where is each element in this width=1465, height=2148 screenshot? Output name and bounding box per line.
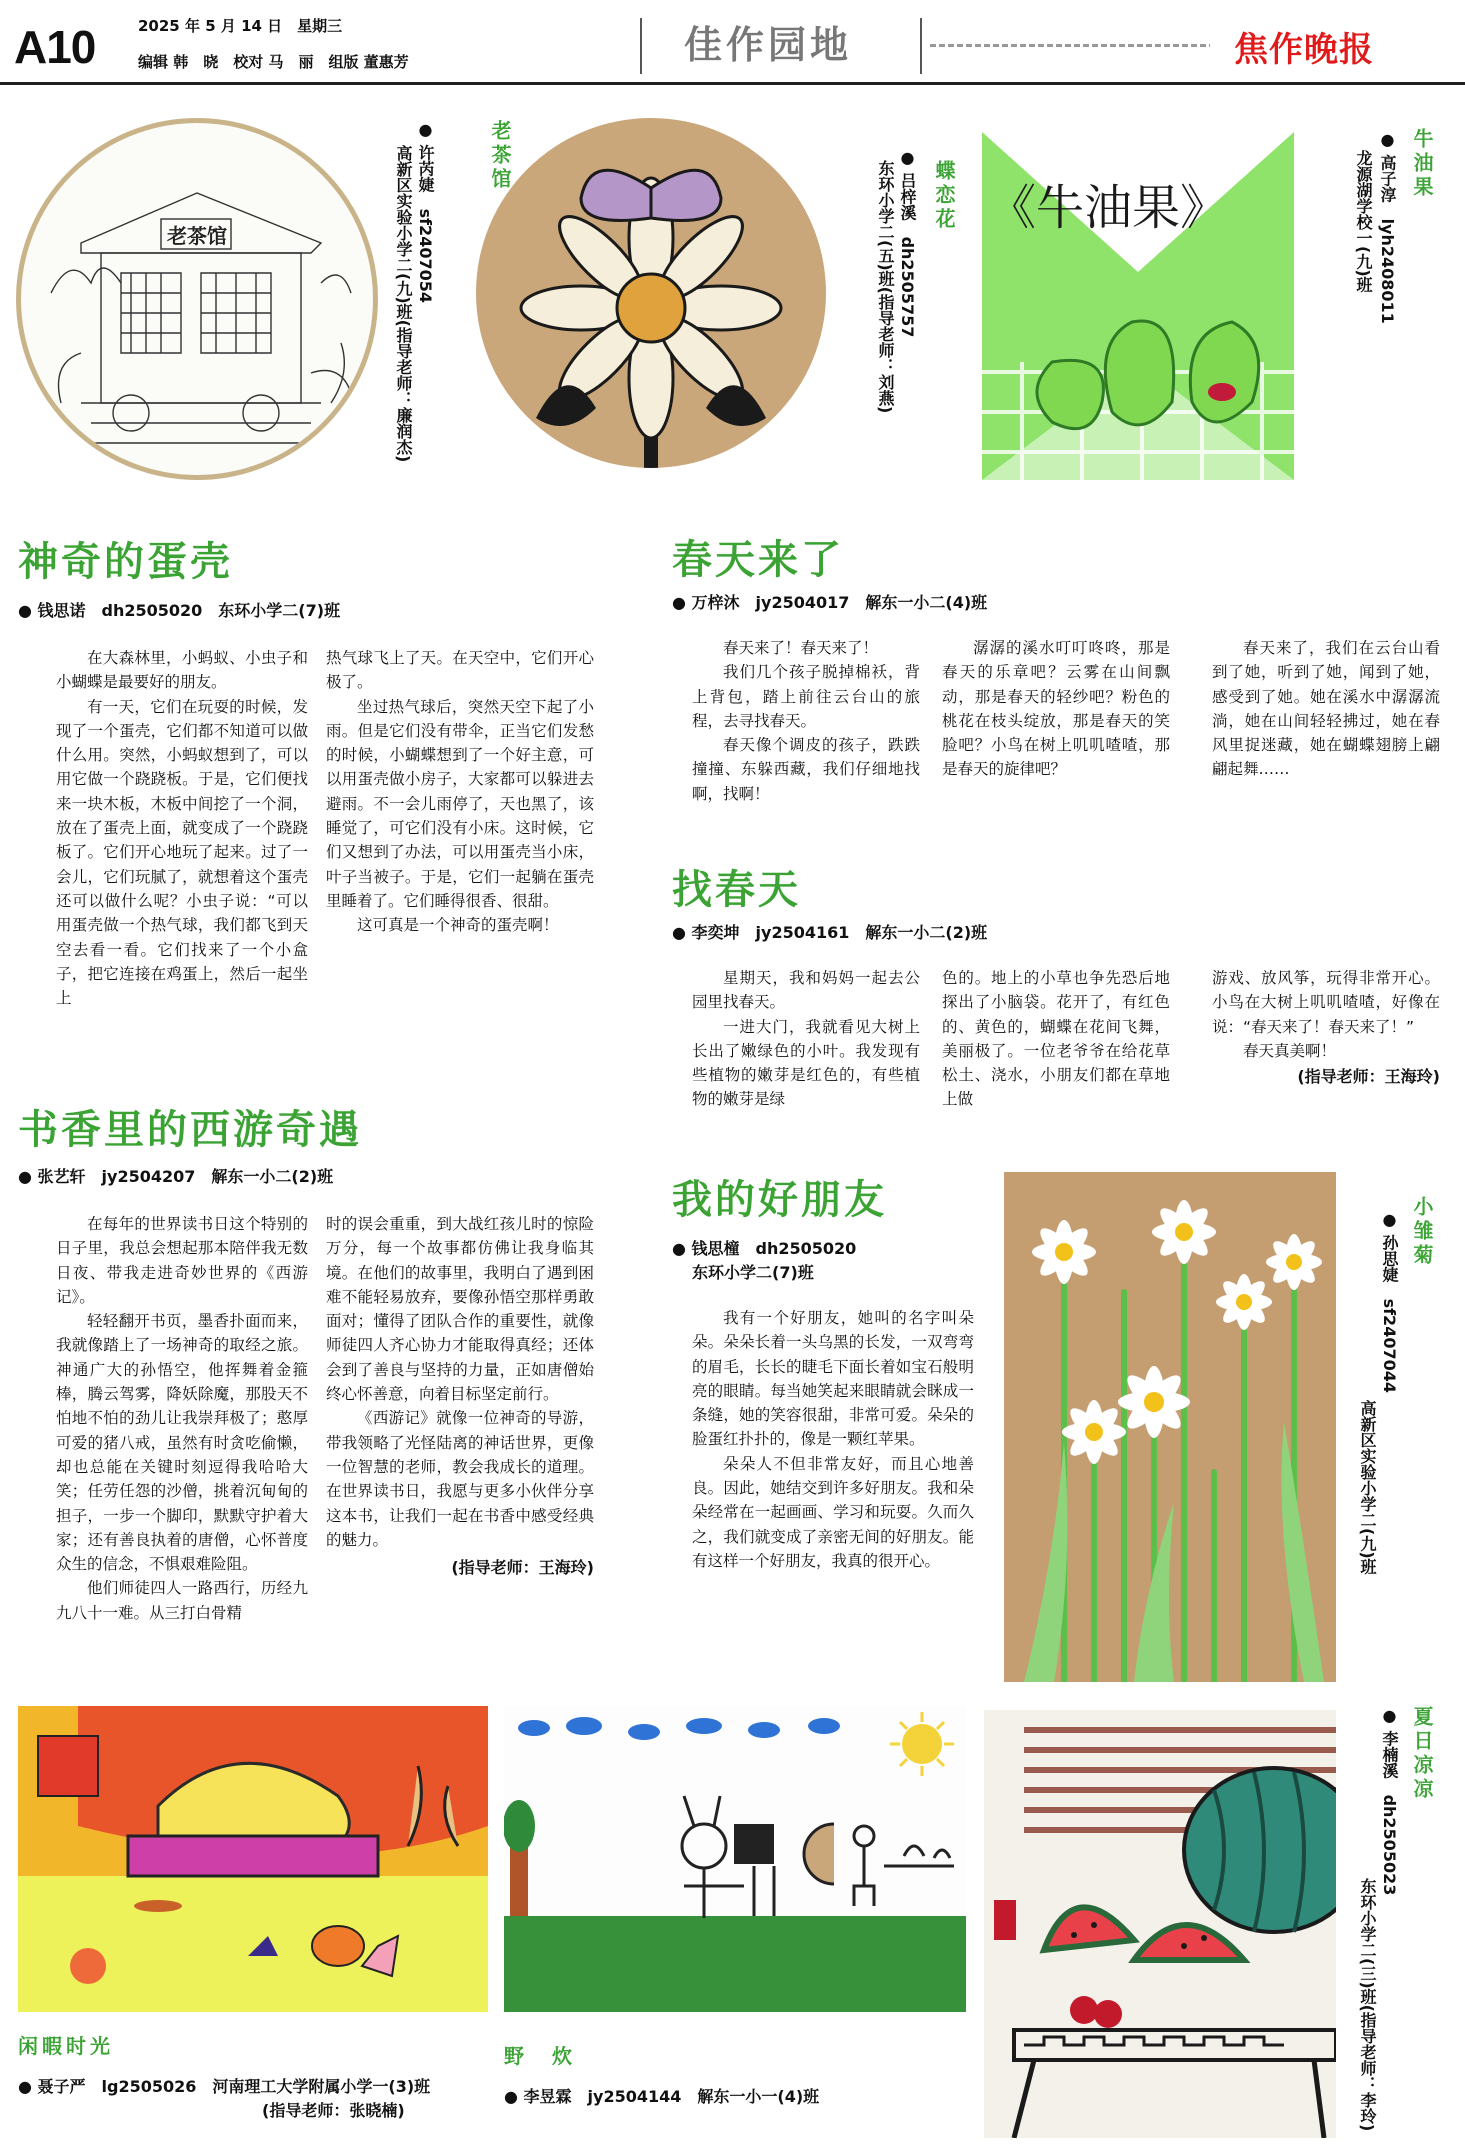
header-divider-right	[920, 18, 922, 74]
findspring-p4: 游戏、放风筝，玩得非常开心。小鸟在大树上叽叽喳喳，好像在说：“春天来了！春天来了！”	[1212, 969, 1440, 1036]
xiyou-p1: 在每年的世界读书日这个特别的日子里，我总会想起那本陪伴我无数日夜、带我走进奇妙世界的《西游记》。	[56, 1215, 308, 1306]
xiyou-title: 书香里的西游奇遇	[18, 1106, 362, 1153]
summer-author: ● 李楠溪 dh2505023	[1380, 1706, 1399, 1896]
xiyou-teacher: (指导老师：王海玲)	[451, 1558, 594, 1578]
xiyou-p3: 他们师徒四人一路西行，历经九九八十一难。从三打白骨精	[56, 1579, 308, 1622]
picnic-title: 野 炊	[504, 2044, 576, 2068]
butterfly-title: 蝶恋花	[932, 160, 956, 232]
spring-p4: 潺潺的溪水叮叮咚咚，那是春天的乐章吧？云雾在山间飘动，那是春天的轻纱吧？粉色的桃花在枝头绽放，那是春天的笑脸吧？小鸟在树上叽叽喳喳，那是春天的旋律吧？	[942, 639, 1170, 779]
friend-byline: ● 钱思橦 dh2505020	[672, 1239, 857, 1258]
teahouse-school: 高新区实验小学二(九)班(指导老师：廉润杰)	[394, 145, 413, 463]
spring-col2	[942, 636, 1170, 782]
xiyou-col2	[326, 1212, 594, 1580]
eggshell-byline: ● 钱思诺 dh2505020 东环小学二(7)班	[18, 601, 341, 620]
painting-butterfly-flower	[476, 118, 826, 468]
friend-p2: 朵朵人不但非常友好，而且心地善良。因此，她结交到许多好朋友。我和朵朵经常在一起画画、学习和玩耍。久而久之，我们就变成了亲密无间的好朋友。能有这样一个好朋友，我真的很开心。	[692, 1454, 974, 1570]
findspring-title: 找春天	[672, 866, 801, 913]
teahouse-sign: 老茶馆	[167, 224, 227, 248]
xiyou-col1	[56, 1212, 308, 1625]
page-number: A10	[14, 21, 96, 73]
avocado-painting-text: 《牛油果》	[988, 180, 1229, 236]
daisy-author: ● 孙思婕 sf2407044	[1380, 1210, 1399, 1393]
findspring-col2	[942, 966, 1170, 1112]
painting-teahouse	[16, 118, 378, 480]
summer-title: 夏日凉凉	[1410, 1706, 1434, 1802]
picnic-author: ● 李昱霖 jy2504144 解东一小一(4)班	[504, 2087, 820, 2106]
spring-p2: 我们几个孩子脱掉棉袄，背上背包，踏上前往云台山的旅程，去寻找春天。	[692, 663, 920, 730]
painting-daisy	[1004, 1172, 1336, 1682]
painting-leisure	[18, 1706, 488, 2012]
findspring-col3	[1212, 966, 1440, 1089]
summer-school: 东环小学二(三)班(指导老师：李玲)	[1358, 1878, 1377, 2132]
daisy-title: 小雏菊	[1410, 1196, 1434, 1268]
leisure-teacher: (指导老师：张晓楠)	[262, 2101, 405, 2120]
xiyou-p5: 《西游记》就像一位神奇的导游，带我领略了光怪陆离的神话世界，更像一位智慧的老师，教会我成长的道理。在世界读书日，我愿与更多小伙伴分享这本书，让我们一起在书香中感受经典的魅力。	[326, 1409, 594, 1549]
xiyou-byline: ● 张艺轩 jy2504207 解东一小二(2)班	[18, 1167, 334, 1186]
painting-avocado	[982, 132, 1294, 480]
spring-col3	[1212, 636, 1440, 782]
avocado-school: 龙源湖学校一(九)班	[1354, 150, 1373, 293]
findspring-teacher: (指导老师：王海玲)	[1297, 1067, 1440, 1087]
eggshell-title: 神奇的蛋壳	[18, 538, 233, 585]
xiyou-p4: 时的误会重重，到大战红孩儿时的惊险万分，每一个故事都仿佛让我身临其境。在他们的故事里，我明白了遇到困难不能轻易放弃，要像孙悟空那样勇敢面对；懂得了团队合作的重要性，就像师徒四人齐心协力才能取得真经；还体会到了善良与坚持的力量，正如唐僧始终心怀善意，向着目标坚定前行。	[326, 1215, 594, 1404]
leisure-title: 闲暇时光	[18, 2034, 114, 2058]
daisy-school: 高新区实验小学二(九)班	[1358, 1400, 1377, 1575]
findspring-p2: 一进大门，我就看见大树上长出了嫩绿色的小叶。我发现有些植物的嫩芽是红色的，有些植物的嫩芽是绿	[692, 1017, 920, 1109]
eggshell-p2: 有一天，它们在玩耍的时候，发现了一个蛋壳，它们都不知道可以做什么用。突然，小蚂蚁想到了，可以用它做一个跷跷板。于是，它们便找来一块木板，木板中间挖了一个洞，放在了蛋壳上面，就变成了一个跷跷板了。它们开心地玩了起来。过了一会儿，它们玩腻了，就想着这个蛋壳还可以做什么呢？小虫子说：“可以用蛋壳做一个热气球，我们都飞到天空去看一看。它们找来了一个小盒子，把它连接在鸡蛋上，然后一起坐上	[56, 697, 308, 1008]
teahouse-title: 老茶馆	[488, 120, 512, 192]
friend-title: 我的好朋友	[672, 1176, 887, 1223]
xiyou-p2: 轻轻翻开书页，墨香扑面而来，我就像踏上了一场神奇的取经之旅。神通广大的孙悟空，他挥舞着金箍棒，腾云驾雾，降妖除魔，那股天不怕地不怕的劲儿让我崇拜极了；憨厚可爱的猪八戒，虽然有时贪吃偷懒，却也总能在关键时刻逗得我哈哈大笑；任劳任怨的沙僧，挑着沉甸甸的担子，一步一个脚印，默默守护着大家；还有善良执着的唐僧，心怀普度众生的信念，不惧艰难险阻。	[56, 1312, 308, 1574]
eggshell-p3: 热气球飞上了天。在天空中，它们开心极了。	[326, 649, 594, 692]
eggshell-p4: 坐过热气球后，突然天空下起了小雨。但是它们没有带伞，正当它们发愁的时候，小蝴蝶想到了一个好主意，可以用蛋壳做小房子，大家都可以躲进去避雨。不一会儿雨停了，天也黑了，该睡觉了，可它们没有小床。这时候，它们又想到了办法，可以用蛋壳当小床，叶子当被子。于是，它们一起躺在蛋壳里睡着了。它们睡得很香、很甜。	[326, 697, 594, 910]
eggshell-p1: 在大森林里，小蚂蚁、小虫子和小蝴蝶是最要好的朋友。	[56, 649, 308, 692]
spring-title: 春天来了	[672, 536, 844, 583]
friend-body	[692, 1306, 974, 1573]
findspring-col1	[692, 966, 920, 1112]
header-rule	[930, 44, 1210, 47]
friend-byline-school: 东环小学二(7)班	[692, 1263, 814, 1282]
butterfly-author: ● 吕梓溪 dh2505757	[898, 148, 917, 338]
butterfly-school: 东环小学二(五)班(指导老师：刘燕)	[876, 160, 895, 414]
spring-byline: ● 万梓沐 jy2504017 解东一小二(4)班	[672, 593, 988, 612]
findspring-p5: 春天真美啊！	[1243, 1041, 1337, 1060]
avocado-title: 牛油果	[1410, 128, 1434, 200]
header-bottom-rule	[0, 82, 1465, 85]
findspring-p1: 星期天，我和妈妈一起去公园里找春天。	[692, 969, 920, 1012]
header-date: 2025 年 5 月 14 日 星期三	[138, 17, 343, 35]
brand-logo: 焦作晚报	[1234, 30, 1374, 70]
eggshell-col1	[56, 646, 308, 1010]
teahouse-author: ● 许芮婕 sf2407054	[416, 120, 435, 303]
avocado-author: ● 高子淳 lyh2408011	[1378, 130, 1397, 324]
spring-p3: 春天像个调皮的孩子，跌跌撞撞、东躲西藏，我们仔细地找啊，找啊！	[692, 736, 920, 803]
spring-p1: 春天来了！春天来了！	[723, 639, 879, 657]
header-divider-left	[640, 18, 642, 74]
spring-p5: 春天来了，我们在云台山看到了她，听到了她，闻到了她，感受到了她。她在溪水中潺潺流淌，她在山间轻轻拂过，她在春风里捉迷藏，她在蝴蝶翅膀上翩翩起舞……	[1212, 639, 1440, 779]
findspring-p3: 色的。地上的小草也争先恐后地探出了小脑袋。花开了，有红色的、黄色的，蝴蝶在花间飞舞，美丽极了。一位老爷爷在给花草松土、浇水，小朋友们都在草地上做	[942, 969, 1170, 1109]
eggshell-col2	[326, 646, 594, 938]
eggshell-p5: 这可真是一个神奇的蛋壳啊！	[357, 916, 559, 935]
spring-col1	[692, 636, 920, 806]
friend-p1: 我有一个好朋友，她叫的名字叫朵朵。朵朵长着一头乌黑的长发，一双弯弯的眉毛，长长的睫毛下面长着如宝石般明亮的眼睛。每当她笑起来眼睛就会眯成一条缝，她的笑容很甜，非常可爱。朵朵的脸蛋红扑扑的，像是一颗红苹果。	[692, 1309, 974, 1449]
header-staff: 编辑 韩 晓 校对 马 丽 组版 董惠芳	[138, 53, 409, 71]
findspring-byline: ● 李奕坤 jy2504161 解东一小二(2)班	[672, 923, 988, 942]
painting-summer	[984, 1710, 1336, 2138]
section-title: 佳作园地	[684, 23, 853, 67]
leisure-author: ● 聂子严 lg2505026 河南理工大学附属小学一(3)班	[18, 2077, 431, 2096]
painting-picnic	[504, 1706, 966, 2012]
